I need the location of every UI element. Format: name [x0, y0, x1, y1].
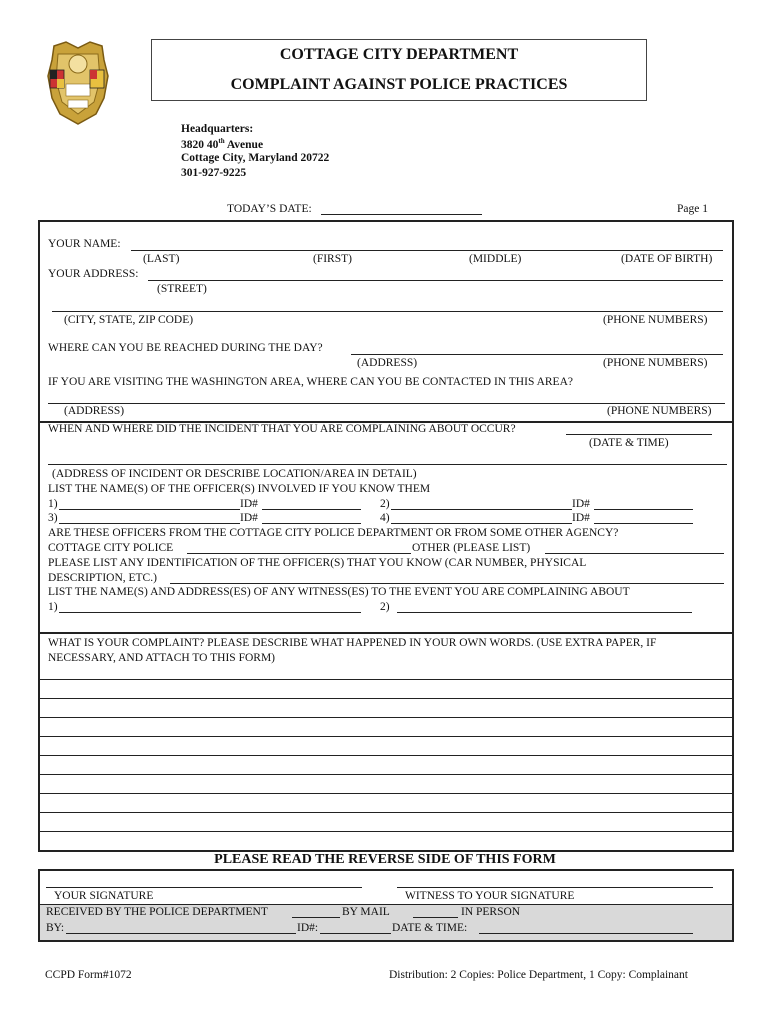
date-time-caption: (DATE & TIME) — [589, 437, 669, 449]
complaint-line[interactable] — [40, 717, 732, 718]
date-time-label: DATE & TIME: — [392, 922, 468, 934]
list-officers-label: LIST THE NAME(S) OF THE OFFICER(S) INVOLVED IF YOU KNOW THEM — [48, 483, 431, 495]
officer-4-id-field[interactable] — [594, 523, 693, 524]
officer-3-id-field[interactable] — [262, 523, 361, 524]
cc-police-field[interactable] — [187, 553, 411, 554]
id-label: ID#: — [297, 922, 319, 934]
complaint-line[interactable] — [40, 698, 732, 699]
form-number: CCPD Form#1072 — [45, 969, 132, 981]
other-agency-field[interactable] — [545, 553, 724, 554]
your-name-label: YOUR NAME: — [48, 238, 121, 250]
officer-1-id-field[interactable] — [262, 509, 361, 510]
witness-2-field[interactable] — [397, 612, 692, 613]
officer-2-id-field[interactable] — [594, 509, 693, 510]
complaint-line[interactable] — [40, 679, 732, 680]
complaint-line[interactable] — [40, 736, 732, 737]
description-label: DESCRIPTION, ETC.) — [48, 572, 157, 584]
city-state-zip-caption: (CITY, STATE, ZIP CODE) — [64, 314, 194, 326]
hq-phone: 301-927-9225 — [181, 167, 247, 179]
by-mail-label: BY MAIL — [342, 906, 390, 918]
reached-day-field[interactable] — [351, 354, 723, 355]
officer-2-num: 2) — [380, 498, 390, 510]
complaint-label-line2: NECESSARY, AND ATTACH TO THIS FORM) — [48, 652, 276, 664]
date-time-field[interactable] — [479, 933, 693, 934]
complaint-line[interactable] — [40, 812, 732, 813]
id-field[interactable] — [320, 933, 391, 934]
complaint-line[interactable] — [40, 755, 732, 756]
todays-date-label: TODAY’S DATE: — [227, 203, 312, 215]
address-caption-1: (ADDRESS) — [357, 357, 418, 369]
visiting-label: IF YOU ARE VISITING THE WASHINGTON AREA, WHERE CAN YOU BE CONTACTED IN THIS AREA? — [48, 376, 573, 388]
witness-1-field[interactable] — [59, 612, 361, 613]
witness-1-num: 1) — [48, 601, 58, 613]
todays-date-field[interactable] — [321, 214, 482, 215]
street-caption: (STREET) — [157, 283, 207, 295]
hq-address-line2: Cottage City, Maryland 20722 — [181, 152, 330, 164]
incident-address-caption: (ADDRESS OF INCIDENT OR DESCRIBE LOCATION/AREA IN DETAIL) — [52, 468, 417, 480]
distribution-note: Distribution: 2 Copies: Police Department, 1 Copy: Complainant — [389, 969, 688, 981]
officer-4-name-field[interactable] — [391, 523, 572, 524]
when-where-label: WHEN AND WHERE DID THE INCIDENT THAT YOU ARE COMPLAINING ABOUT OCCUR? — [48, 423, 516, 435]
city-state-zip-field[interactable] — [52, 311, 723, 312]
reached-day-label: WHERE CAN YOU BE REACHED DURING THE DAY? — [48, 342, 323, 354]
your-signature-field[interactable] — [46, 887, 362, 888]
officer-3-name-field[interactable] — [59, 523, 240, 524]
received-label: RECEIVED BY THE POLICE DEPARTMENT — [46, 906, 268, 918]
by-mail-field[interactable] — [292, 917, 340, 918]
officer-1-name-field[interactable] — [59, 509, 240, 510]
last-caption: (LAST) — [143, 253, 180, 265]
reverse-side-notice: PLEASE READ THE REVERSE SIDE OF THIS FORM — [214, 852, 556, 867]
section-divider-2 — [40, 632, 732, 634]
hq-label: Headquarters: — [181, 123, 254, 135]
witness-signature-field[interactable] — [397, 887, 713, 888]
complaint-line[interactable] — [40, 831, 732, 832]
complaint-label-line1: WHAT IS YOUR COMPLAINT? PLEASE DESCRIBE WHAT HAPPENED IN YOUR OWN WORDS. (USE EXTRA PAPER, IF — [48, 637, 657, 649]
witnesses-label: LIST THE NAME(S) AND ADDRESS(ES) OF ANY WITNESS(ES) TO THE EVENT YOU ARE COMPLAINING ABOUT — [48, 586, 630, 598]
street-field[interactable] — [148, 280, 723, 281]
agency-question: ARE THESE OFFICERS FROM THE COTTAGE CITY POLICE DEPARTMENT OR FROM SOME OTHER AGENCY? — [48, 527, 619, 539]
complaint-line[interactable] — [40, 793, 732, 794]
officer-2-name-field[interactable] — [391, 509, 572, 510]
phone-caption-2: (PHONE NUMBERS) — [603, 357, 708, 369]
officer-4-num: 4) — [380, 512, 390, 524]
form-title: COTTAGE CITY DEPARTMENT — [279, 46, 519, 63]
phone-caption-1: (PHONE NUMBERS) — [603, 314, 708, 326]
signature-divider — [40, 904, 732, 905]
witness-2-num: 2) — [380, 601, 390, 613]
cc-police-label: COTTAGE CITY POLICE — [48, 542, 174, 554]
incident-address-field[interactable] — [48, 464, 727, 465]
middle-caption: (MIDDLE) — [469, 253, 522, 265]
in-person-field[interactable] — [413, 917, 458, 918]
officer-1-num: 1) — [48, 498, 58, 510]
witness-signature-caption: WITNESS TO YOUR SIGNATURE — [405, 890, 575, 902]
form-subtitle: COMPLAINT AGAINST POLICE PRACTICES — [230, 76, 568, 93]
police-badge-logo — [44, 40, 112, 126]
address-caption-2: (ADDRESS) — [64, 405, 125, 417]
officer-4-id-label: ID# — [572, 512, 590, 524]
officer-3-id-label: ID# — [240, 512, 258, 524]
identification-label: PLEASE LIST ANY IDENTIFICATION OF THE OFFICER(S) THAT YOU KNOW (CAR NUMBER, PHYSICAL — [48, 557, 587, 569]
officer-1-id-label: ID# — [240, 498, 258, 510]
your-signature-caption: YOUR SIGNATURE — [54, 890, 154, 902]
by-field[interactable] — [66, 933, 296, 934]
officer-2-id-label: ID# — [572, 498, 590, 510]
phone-caption-3: (PHONE NUMBERS) — [607, 405, 712, 417]
first-caption: (FIRST) — [313, 253, 352, 265]
description-field[interactable] — [170, 583, 724, 584]
hq-address-line1: 3820 40th Avenue — [181, 137, 264, 151]
your-name-field[interactable] — [131, 250, 723, 251]
officer-3-num: 3) — [48, 512, 58, 524]
in-person-label: IN PERSON — [461, 906, 521, 918]
visiting-field[interactable] — [48, 403, 725, 404]
your-address-label: YOUR ADDRESS: — [48, 268, 139, 280]
complaint-line[interactable] — [40, 774, 732, 775]
when-where-field[interactable] — [566, 434, 712, 435]
by-label: BY: — [46, 922, 65, 934]
page-number: Page 1 — [677, 203, 708, 215]
dob-caption: (DATE OF BIRTH) — [621, 253, 713, 265]
other-agency-label: OTHER (PLEASE LIST) — [412, 542, 531, 554]
